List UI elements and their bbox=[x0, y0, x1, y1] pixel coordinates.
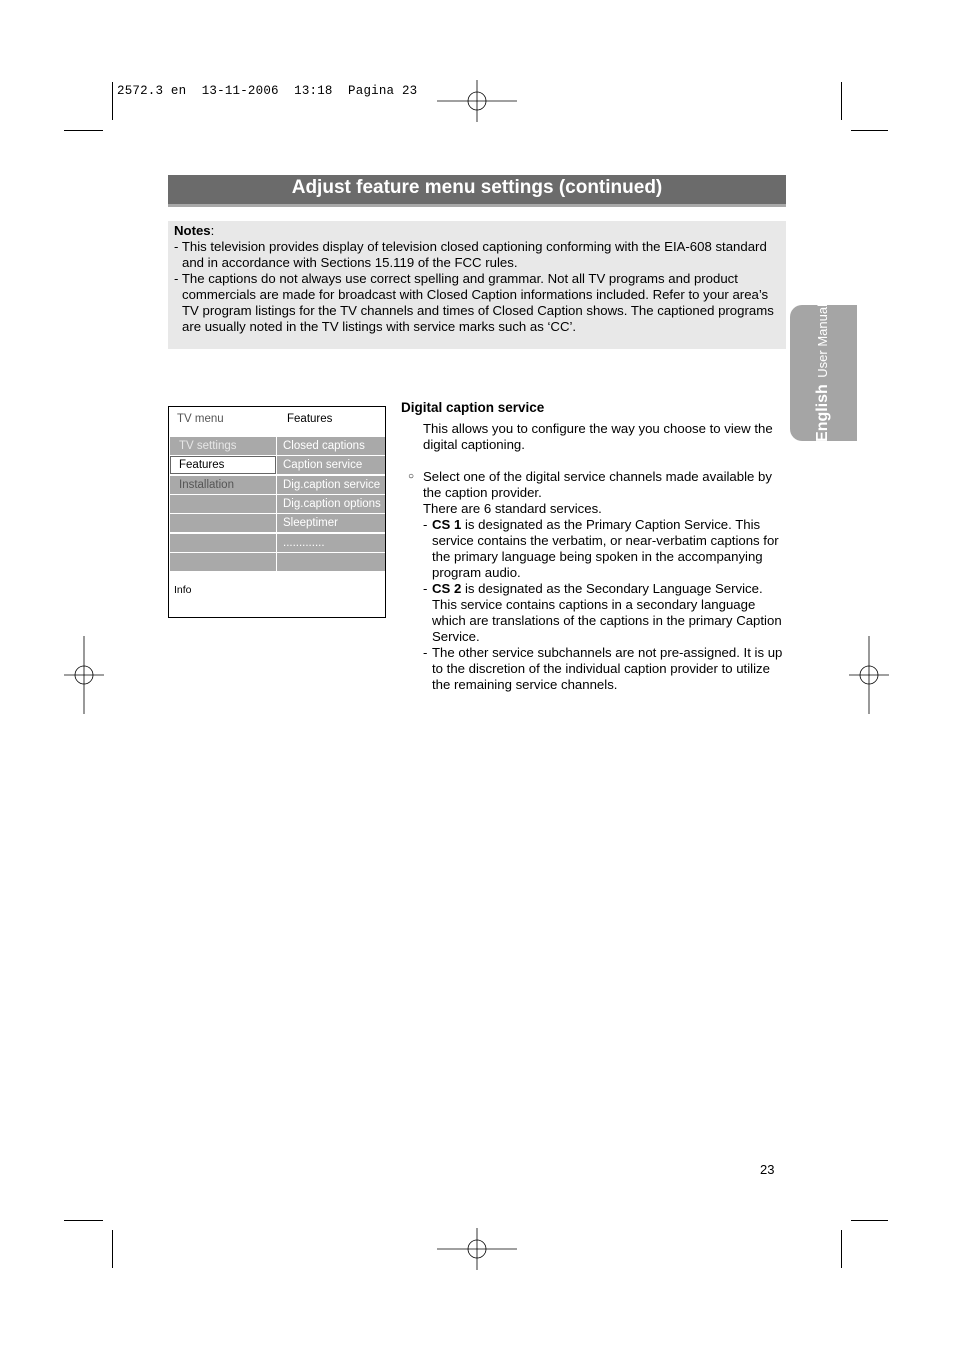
notes-item-2: - The captions do not always use correct spelling and grammar. Not all TV programs and product commercials are made for broadcast with Closed Caption informations included. Refer to your area’s TV program listings for the TV channels and times of Closed Caption shows. The captioned programs are usually noted in the TV listings with service marks such as ‘CC’. bbox=[174, 271, 774, 334]
cs1-label: CS 1 bbox=[432, 517, 462, 532]
tv-menu-header-right: Features bbox=[287, 413, 333, 425]
cs2-label: CS 2 bbox=[432, 581, 462, 596]
tv-menu-illustration bbox=[168, 406, 386, 618]
notes-label: Notes bbox=[174, 223, 211, 238]
crop-mark bbox=[112, 1230, 113, 1268]
registration-mark-top bbox=[437, 80, 517, 122]
page-title: Adjust feature menu settings (continued) bbox=[168, 175, 786, 207]
digital-caption-section bbox=[401, 400, 786, 693]
notes-box bbox=[168, 221, 786, 349]
menu-right-item-dig-caption-options: Dig.caption options bbox=[277, 495, 385, 513]
menu-right-item-dig-caption-service: Dig.caption service bbox=[277, 476, 385, 494]
cs2-text: is designated as the Secondary Language Service. This service contains captions in a secondary language which are translations of the captions in the primary Caption Service. bbox=[432, 581, 782, 644]
side-tab-language: English bbox=[814, 384, 831, 442]
menu-left-item-features: Features bbox=[170, 456, 276, 474]
language-side-tab bbox=[790, 305, 857, 441]
tv-menu-header-left: TV menu bbox=[177, 413, 224, 425]
menu-right-item-caption-service: Caption service bbox=[277, 456, 385, 474]
menu-left-empty-row bbox=[170, 534, 276, 552]
cs2-item: - CS 2 is designated as the Secondary Language Service. This service contains captions in a secondary language which are translations of the captions in the primary Caption Service. bbox=[423, 581, 782, 644]
crop-mark bbox=[64, 1220, 103, 1221]
section-heading: Digital caption service bbox=[401, 400, 545, 415]
crop-mark bbox=[851, 130, 888, 131]
section-intro: This allows you to configure the way you choose to view the digital captioning. bbox=[423, 421, 773, 452]
crop-mark bbox=[851, 1220, 888, 1221]
registration-mark-left bbox=[64, 636, 104, 714]
notes-item-1: - This television provides display of television closed captioning conforming with the EIA-608 standard and in accordance with Sections 15.119 of the FCC rules. bbox=[174, 239, 767, 270]
other-services-item: - The other service subchannels are not pre-assigned. It is up to the discretion of the individual caption provider to utilize the remaining service channels. bbox=[423, 645, 783, 692]
notes-colon: : bbox=[210, 223, 215, 238]
menu-left-empty-row bbox=[170, 553, 276, 571]
crop-mark bbox=[841, 82, 842, 120]
registration-mark-bottom bbox=[437, 1228, 517, 1270]
menu-right-item-more: ............. bbox=[277, 534, 385, 552]
notes-heading bbox=[174, 223, 780, 239]
crop-mark bbox=[112, 82, 113, 120]
other-services-text: The other service subchannels are not pre-assigned. It is up to the discretion of the individual caption provider to utilize the remaining service channels. bbox=[432, 645, 783, 692]
bullet-text: Select one of the digital service channels made available by the caption provider. bbox=[423, 469, 772, 500]
menu-right-item-sleeptimer: Sleeptimer bbox=[277, 514, 385, 532]
bullet-circle-icon: ○ bbox=[408, 471, 415, 482]
page-number: 23 bbox=[760, 1162, 775, 1177]
registration-mark-right bbox=[849, 636, 889, 714]
bullet-subtext: There are 6 standard services. bbox=[423, 501, 602, 516]
menu-left-empty-row bbox=[170, 495, 276, 513]
menu-left-item-tv-settings: TV settings bbox=[170, 437, 276, 455]
menu-left-item-installation: Installation bbox=[170, 476, 276, 494]
menu-right-item-closed-captions: Closed captions bbox=[277, 437, 385, 455]
crop-mark bbox=[64, 130, 103, 131]
tv-menu-info-label: Info bbox=[174, 584, 192, 596]
print-header: 2572.3 en 13-11-2006 13:18 Pagina 23 bbox=[117, 84, 418, 98]
menu-left-empty-row bbox=[170, 514, 276, 532]
bullet-item bbox=[401, 469, 786, 501]
side-tab-subtitle: User Manual bbox=[815, 304, 830, 378]
crop-mark bbox=[841, 1230, 842, 1268]
cs1-item: - CS 1 is designated as the Primary Caption Service. This service contains the verbatim, or near-verbatim captions for the primary language being spoken in the accompanying program audio. bbox=[423, 517, 779, 580]
cs1-text: is designated as the Primary Caption Service. This service contains the verbatim, or near-verbatim captions for the primary language being spoken in the accompanying program audio. bbox=[432, 517, 779, 580]
menu-right-empty-row bbox=[277, 553, 385, 571]
